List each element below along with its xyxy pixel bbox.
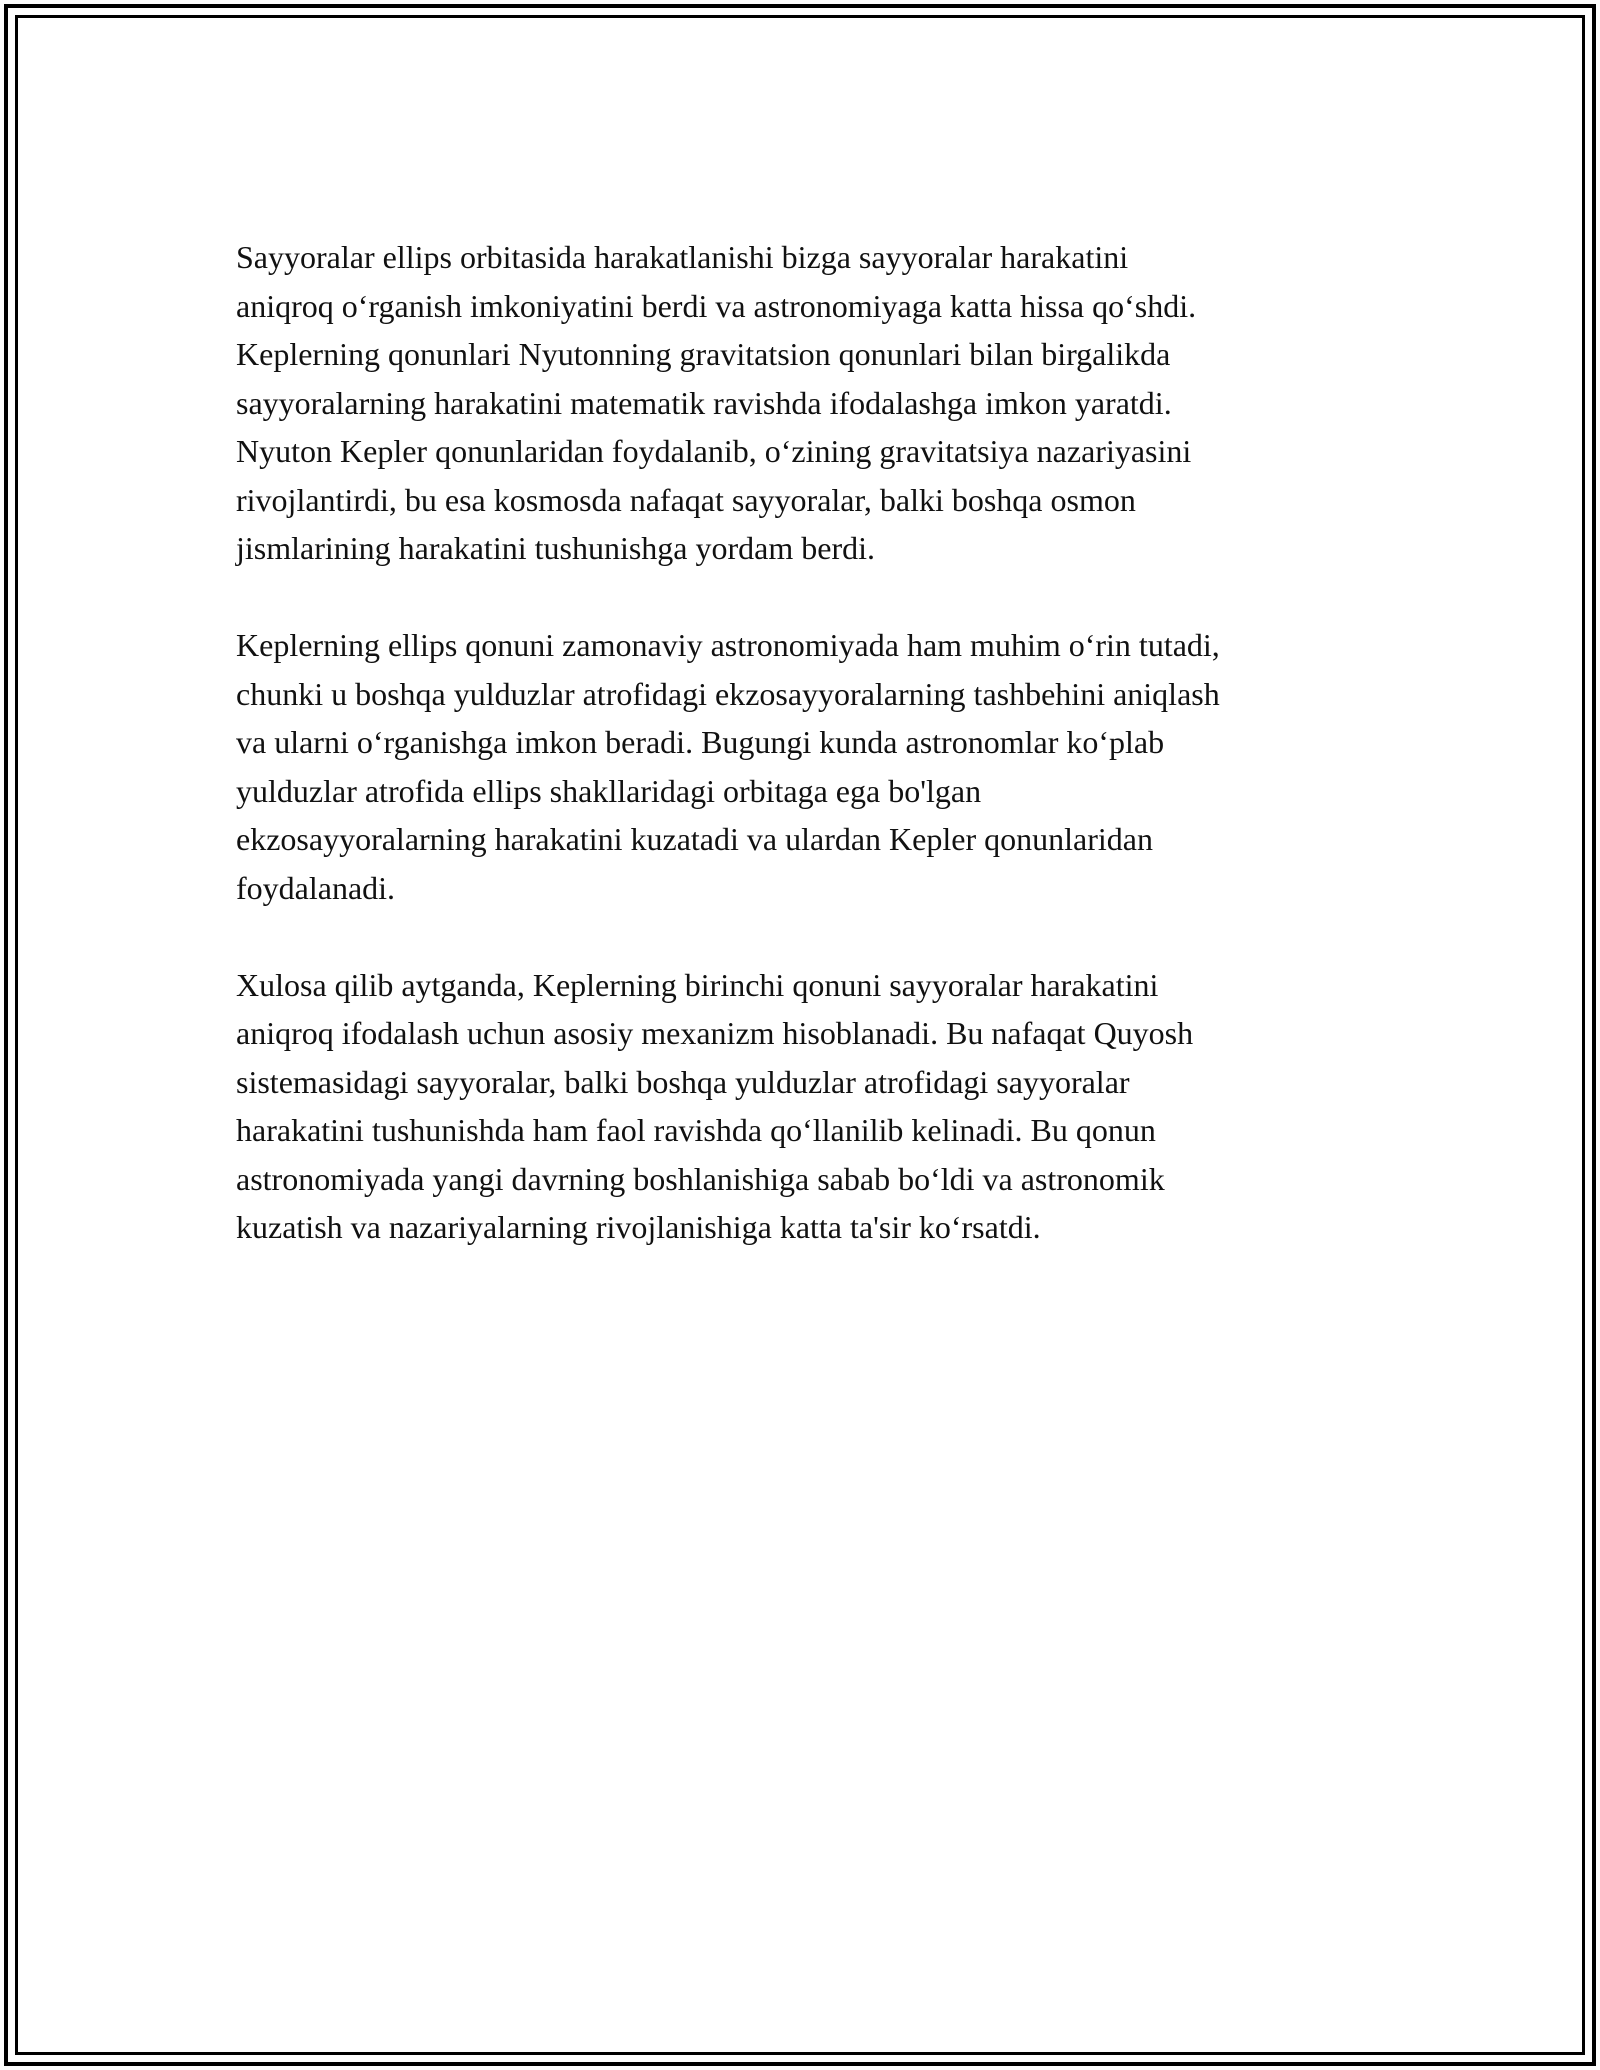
paragraph-2: Keplerning ellips qonuni zamonaviy astronomiyada ham muhim o‘rin tutadi, chunki u boshqa yulduzlar atrofidagi ekzosayyoralarning tashbehini aniqlash va ularni o‘rganishga imkon beradi. Bugungi kunda astronomlar ko‘plab yulduzlar atrofida ellips shakllaridagi orbitaga ega bo'lgan ekzosayyoralarning harakatini kuzatadi va ulardan Kepler qonunlaridan foydalanadi. (236, 627, 1220, 906)
paragraph-3: Xulosa qilib aytganda, Keplerning birinchi qonuni sayyoralar harakatini aniqroq ifodalash uchun asosiy mexanizm hisoblanadi. Bu nafaqat Quyosh sistemasidagi sayyoralar, balki boshqa yulduzlar atrofidagi sayyoralar harakatini tushunishda ham faol ravishda qo‘llanilib kelinadi. Bu qonun astronomiyada yangi davrning boshlanishiga sabab bo‘ldi va astronomik kuzatish va nazariyalarning rivojlanishiga katta ta'sir ko‘rsatdi. (236, 966, 1194, 1245)
document-body (236, 233, 1416, 1300)
paragraph-1: Sayyoralar ellips orbitasida harakatlanishi bizga sayyoralar harakatini aniqroq o‘rganish imkoniyatini berdi va astronomiyaga katta hissa qo‘shdi. Keplerning qonunlari Nyutonning gravitatsion qonunlari bilan birgalikda sayyoralarning harakatini matematik ravishda ifodalashga imkon yaratdi. Nyuton Kepler qonunlaridan foydalanib, o‘zining gravitatsiya nazariyasini rivojlantirdi, bu esa kosmosda nafaqat sayyoralar, balki boshqa osmon jismlarining harakatini tushunishga yordam berdi. (236, 239, 1197, 566)
